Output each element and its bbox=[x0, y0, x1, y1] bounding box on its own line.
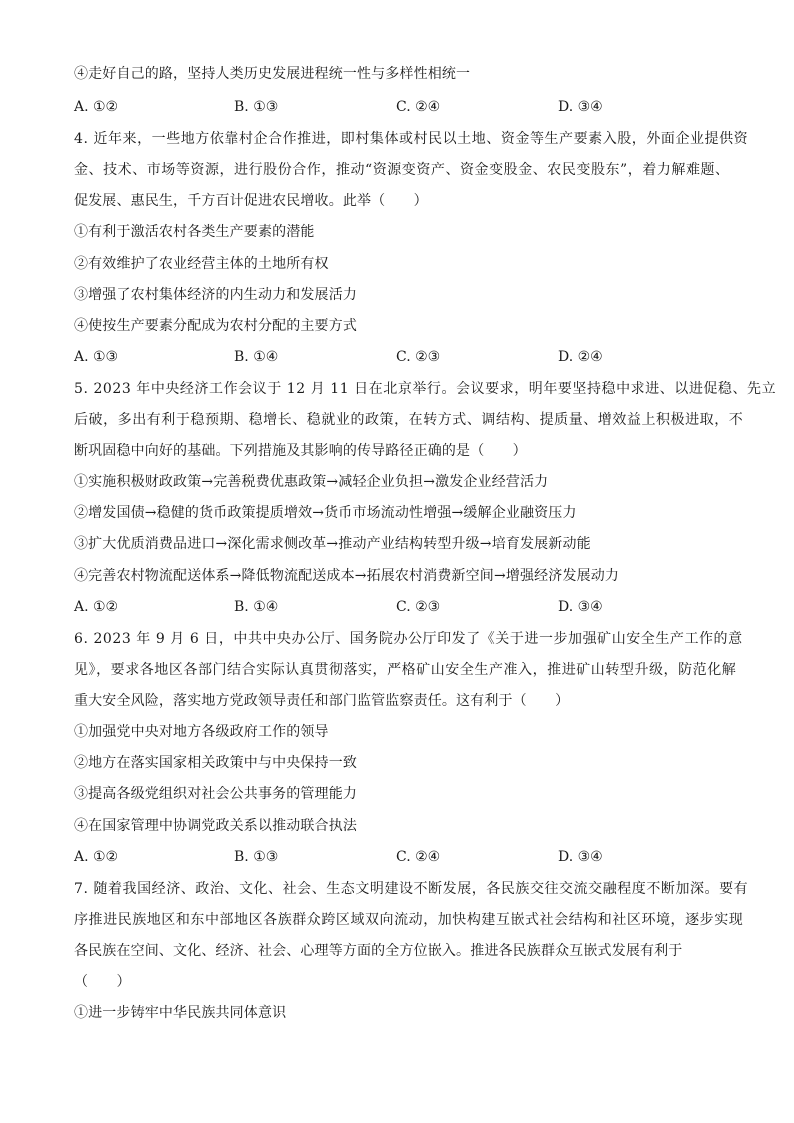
q4-option-a: A. ①③ bbox=[74, 349, 119, 365]
q5-item-3: ③扩大优质消费品进口→深化需求侧改革→推动产业结构转型升级→培育发展新动能 bbox=[74, 536, 591, 552]
q4-stem-line-3: 促发展、惠民生，千方百计促进农民增收。此举（ ） bbox=[74, 193, 428, 209]
q3-option-b: B. ①③ bbox=[234, 99, 279, 115]
q6-stem-line-1: 6. 2023 年 9 月 6 日，中共中央办公厅、国务院办公厅印发了《关于进一步加强矿山安全生产工作的意 bbox=[74, 631, 743, 647]
q7-stem-line-1: 7. 随着我国经济、政治、文化、社会、生态文明建设不断发展，各民族交往交流交融程度不断加深。要有 bbox=[74, 881, 749, 897]
q5-stem-line-1: 5. 2023 年中央经济工作会议于 12 月 11 日在北京举行。会议要求，明年要坚持稳中求进、以进促稳、先立 bbox=[74, 381, 777, 397]
q5-option-b: B. ①④ bbox=[234, 599, 279, 615]
q4-item-2: ②有效维护了农业经营主体的土地所有权 bbox=[74, 256, 329, 272]
q7-stem-line-4: （ ） bbox=[74, 974, 131, 990]
q6-option-d: D. ③④ bbox=[558, 849, 603, 865]
q5-item-1: ①实施积极财政政策→完善税费优惠政策→减轻企业负担→激发企业经营活力 bbox=[74, 474, 549, 490]
q6-item-3: ③提高各级党组织对社会公共事务的管理能力 bbox=[74, 786, 357, 802]
q6-item-1: ①加强党中央对地方各级政府工作的领导 bbox=[74, 724, 329, 740]
q6-option-b: B. ①③ bbox=[234, 849, 279, 865]
q5-option-c: C. ②③ bbox=[396, 599, 441, 615]
q6-option-c: C. ②④ bbox=[396, 849, 441, 865]
q5-item-4: ④完善农村物流配送体系→降低物流配送成本→拓展农村消费新空间→增强经济发展动力 bbox=[74, 568, 620, 584]
q6-option-a: A. ①② bbox=[74, 849, 119, 865]
q4-item-3: ③增强了农村集体经济的内生动力和发展活力 bbox=[74, 287, 357, 303]
q7-stem-line-3: 各民族在空间、文化、经济、社会、心理等方面的全方位嵌入。推进各民族群众互嵌式发展有利于 bbox=[74, 943, 683, 959]
q5-stem-line-3: 断巩固稳中向好的基础。下列措施及其影响的传导路径正确的是（ ） bbox=[74, 443, 527, 459]
q3-item-4: ④走好自己的路，坚持人类历史发展进程统一性与多样性相统一 bbox=[74, 66, 471, 82]
q6-item-4: ④在国家管理中协调党政关系以推动联合执法 bbox=[74, 818, 357, 834]
q6-stem-line-2: 见》，要求各地区各部门结合实际认真贯彻落实，严格矿山安全生产准入，推进矿山转型升级，防范化解 bbox=[74, 662, 737, 678]
q4-options bbox=[74, 347, 724, 367]
q4-stem-line-1: 4. 近年来，一些地方依靠村企合作推进，即村集体或村民以土地、资金等生产要素入股，外面企业提供资 bbox=[74, 131, 749, 147]
q4-option-c: C. ②③ bbox=[396, 349, 441, 365]
q6-stem-line-3: 重大安全风险，落实地方党政领导责任和部门监管监察责任。这有利于（ ） bbox=[74, 693, 570, 709]
q6-options bbox=[74, 847, 724, 867]
q5-option-d: D. ③④ bbox=[558, 599, 603, 615]
q5-options bbox=[74, 597, 724, 617]
q5-option-a: A. ①② bbox=[74, 599, 119, 615]
q3-option-d: D. ③④ bbox=[558, 99, 603, 115]
q3-option-c: C. ②④ bbox=[396, 99, 441, 115]
q4-option-d: D. ②④ bbox=[558, 349, 603, 365]
q6-item-2: ②地方在落实国家相关政策中与中央保持一致 bbox=[74, 755, 357, 771]
q3-option-a: A. ①② bbox=[74, 99, 119, 115]
q7-item-1: ①进一步铸牢中华民族共同体意识 bbox=[74, 1005, 287, 1021]
q4-stem-line-2: 金、技术、市场等资源，进行股份合作，推动“资源变资产、资金变股金、农民变股东”，着力解难题、 bbox=[74, 162, 730, 178]
q5-item-2: ②增发国债→稳健的货币政策提质增效→货币市场流动性增强→缓解企业融资压力 bbox=[74, 505, 577, 521]
q4-option-b: B. ①④ bbox=[234, 349, 279, 365]
q4-item-4: ④使按生产要素分配成为农村分配的主要方式 bbox=[74, 318, 357, 334]
q7-stem-line-2: 序推进民族地区和东中部地区各族群众跨区域双向流动，加快构建互嵌式社会结构和社区环境，逐步实现 bbox=[74, 912, 744, 928]
q3-options bbox=[74, 97, 724, 117]
q5-stem-line-2: 后破，多出有利于稳预期、稳增长、稳就业的政策，在转方式、调结构、提质量、增效益上积极进取，不 bbox=[74, 412, 744, 428]
q4-item-1: ①有利于激活农村各类生产要素的潜能 bbox=[74, 224, 315, 240]
